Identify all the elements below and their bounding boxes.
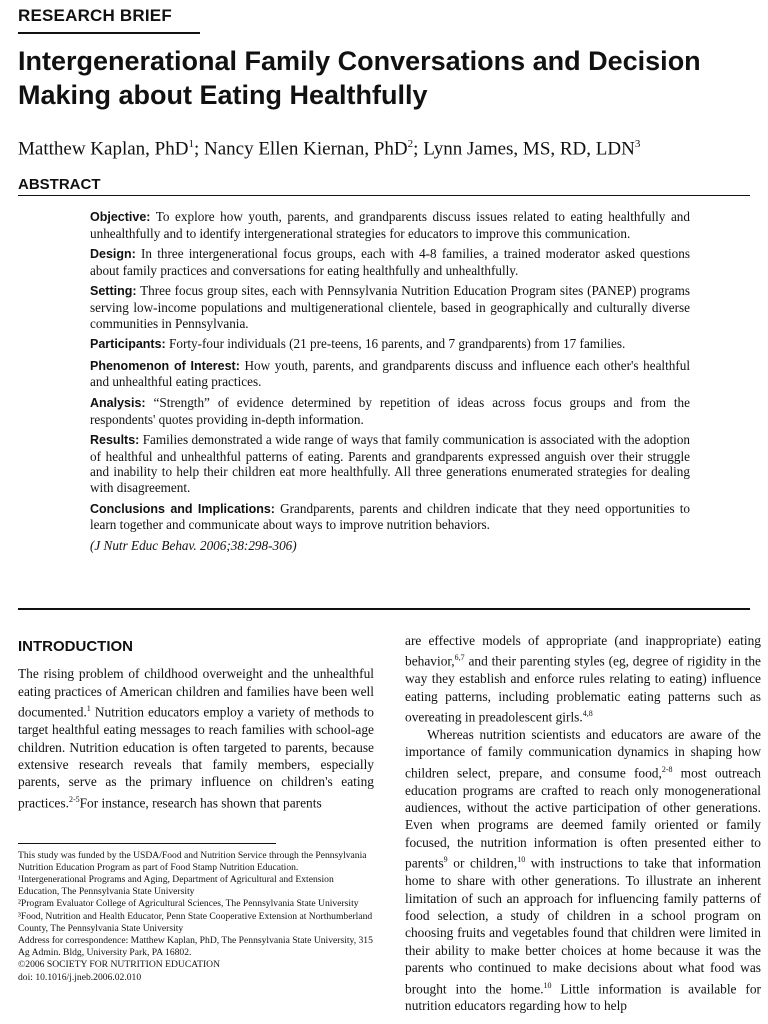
- abstract-label: Design:: [90, 247, 136, 262]
- footnote: Address for correspondence: Matthew Kaplan, PhD, The Pennsylvania State University, 315 Ag Admin. Bldg, University Park, PA 16802.: [18, 935, 373, 958]
- author-name: Lynn James, MS, RD, LDN: [423, 138, 635, 160]
- author-affiliation-marker: 2: [407, 138, 414, 150]
- abstract-section: [90, 336, 690, 353]
- citation-ref: 4,8: [582, 709, 593, 719]
- citation-ref: 1: [86, 704, 91, 714]
- author-affiliation-marker: 1: [188, 138, 194, 150]
- abstract-section: [90, 358, 690, 390]
- body-text: Nutrition educators employ a variety of methods to target healthful eating messages to reach families with school-age children. Nutrition education is often targeted to parents, because extensive research reveals that family members, especially parents, serve as the primary influence on children's eating practices.: [18, 704, 374, 811]
- abstract-section: [90, 246, 690, 278]
- footnotes: [18, 850, 374, 985]
- citation-ref: 6,7: [454, 653, 465, 663]
- abstract-heading: ABSTRACT: [18, 176, 101, 193]
- abstract-top-rule: [18, 195, 750, 196]
- footnote: This study was funded by the USDA/Food and Nutrition Service through the Pennsylvania Nutrition Education Program as part of Food Stamp Nutrition Education.: [18, 850, 367, 873]
- abstract-text: Three focus group sites, each with Pennsylvania Nutrition Education Program sites (PANEP) programs serving low-income populations and multigenerational clientele, based in geographically and culturally diverse communities in Pennsylvania.: [90, 283, 690, 331]
- abstract-section: [90, 209, 690, 241]
- journal-citation: (J Nutr Educ Behav. 2006;38:298-306): [90, 537, 297, 553]
- abstract-text: In three intergenerational focus groups, each with 4-8 families, a trained moderator asked questions about family practices and conversations for eating healthfully and unhealthfully.: [90, 246, 690, 278]
- kicker-underline: [18, 32, 200, 34]
- body-text: The rising problem of childhood overweight and the unhealthful eating practices of American children and families have been well documented.: [18, 666, 374, 720]
- citation-ref: 2-8: [661, 764, 673, 774]
- abstract-text: “Strength” of evidence determined by repetition of ideas across focus groups and from the respondents' quotes providing in-depth information.: [90, 394, 690, 427]
- abstract-label: Setting:: [90, 284, 137, 299]
- body-paragraph: [405, 726, 761, 1015]
- footnote: ²Program Evaluator College of Agricultural Sciences, The Pennsylvania State University: [18, 898, 359, 910]
- citation-ref: 10: [543, 980, 552, 990]
- citation-ref: 2-5: [68, 794, 80, 804]
- abstract-section: [90, 395, 690, 427]
- abstract-label: Conclusions and Implications:: [90, 501, 275, 516]
- body-text: are effective models of appropriate (and inappropriate) eating behavior,: [405, 633, 761, 669]
- body-text: and their parenting styles (eg, degree of rigidity in the way they establish and enforce rules relating to eating) influence eating patterns, including problematic eating patterns such as overeating in preadolescent girls.: [405, 653, 761, 725]
- paper-title: Intergenerational Family Conversations and Decision Making about Eating Healthfully: [18, 46, 701, 110]
- body-text: Little information is available for nutrition educators regarding how to help: [405, 981, 761, 1014]
- abstract-label: Analysis:: [90, 395, 146, 410]
- abstract-label: Results:: [90, 433, 140, 448]
- section-kicker: RESEARCH BRIEF: [18, 6, 172, 25]
- abstract-label: Participants:: [90, 337, 166, 352]
- citation-ref: 10: [517, 855, 526, 865]
- footnote: doi: 10.1016/j.jneb.2006.02.010: [18, 971, 142, 983]
- abstract-label: Objective:: [90, 210, 151, 224]
- footnote: ©2006 SOCIETY FOR NUTRITION EDUCATION: [18, 959, 220, 971]
- abstract-text: Forty-four individuals (21 pre-teens, 16 parents, and 7 grandparents) from 17 families.: [169, 336, 626, 352]
- footnote: ³Food, Nutrition and Health Educator, Penn State Cooperative Extension at Northumberland County, The Pennsylvania State University: [18, 910, 373, 934]
- abstract-bottom-rule: [18, 608, 750, 610]
- abstract-label: Phenomenon of Interest:: [90, 358, 240, 373]
- footnote: ¹Intergenerational Programs and Aging, Department of Agricultural and Extension Education, The Pennsylvania State University: [18, 874, 334, 897]
- body-paragraph: [18, 665, 374, 811]
- abstract-text: Families demonstrated a wide range of ways that family communication is associated with the adoption of healthful and unhealthful patterns of eating. Parents and grandparents expressed anguish over their struggle and inability to help their children eat more healthfully. All three generations enumerated strategies for dealing with disagreement.: [90, 432, 691, 495]
- abstract-text: To explore how youth, parents, and grandparents discuss issues related to eating healthfully and unhealthfully and to identify intergenerational strategies for educators to improve this communication.: [90, 209, 690, 241]
- abstract-section: [90, 283, 690, 331]
- author-affiliation-marker: 3: [634, 138, 641, 150]
- left-column: [18, 632, 374, 812]
- body-text: Whereas nutrition scientists and educators are aware of the importance of family communication dynamics in shaping how children select, prepare, and consume food,: [405, 726, 761, 781]
- body-text: with instructions to take that information home to share with other generations. To illustrate an inherent limitation of such an approach for influencing family patterns of food selection, a study of children in a school program on choosing fruits and vegetables found that children were limited in their ability to make better choices at home because it was the parents who continued to make decisions about what food was brought into the home.: [405, 855, 761, 997]
- abstract-body: [90, 209, 690, 558]
- body-paragraph: [405, 632, 761, 726]
- body-text: or children,: [447, 855, 518, 871]
- abstract-section: [90, 432, 690, 495]
- abstract-text: Grandparents, parents and children indicate that they need opportunities to learn together and communicate about ways to improve nutrition behaviors.: [90, 500, 690, 533]
- introduction-heading: INTRODUCTION: [18, 638, 133, 655]
- abstract-text: How youth, parents, and grandparents discuss and influence each other's healthful and unhealthful eating practices.: [90, 357, 690, 390]
- abstract-section: [90, 501, 690, 533]
- body-text: most outreach education programs are crafted to reach only monogenerational audiences, without the active participation of other generations. Even when programs are deemed family oriented or family focused, the nutrition information is often presented either to parents: [405, 765, 761, 871]
- right-column: [405, 632, 761, 1015]
- author-list: Matthew Kaplan, PhD$^1$; Nancy Ellen Kiernan, PhD$^2$; Lynn James, MS, RD, LDN$^3$: [18, 138, 641, 160]
- author-name: Nancy Ellen Kiernan, PhD: [203, 138, 408, 160]
- citation-ref: 9: [443, 855, 448, 865]
- footnote-rule: [18, 843, 276, 844]
- body-text: For instance, research has shown that parents: [79, 795, 322, 811]
- author-name: Matthew Kaplan, PhD: [18, 138, 189, 160]
